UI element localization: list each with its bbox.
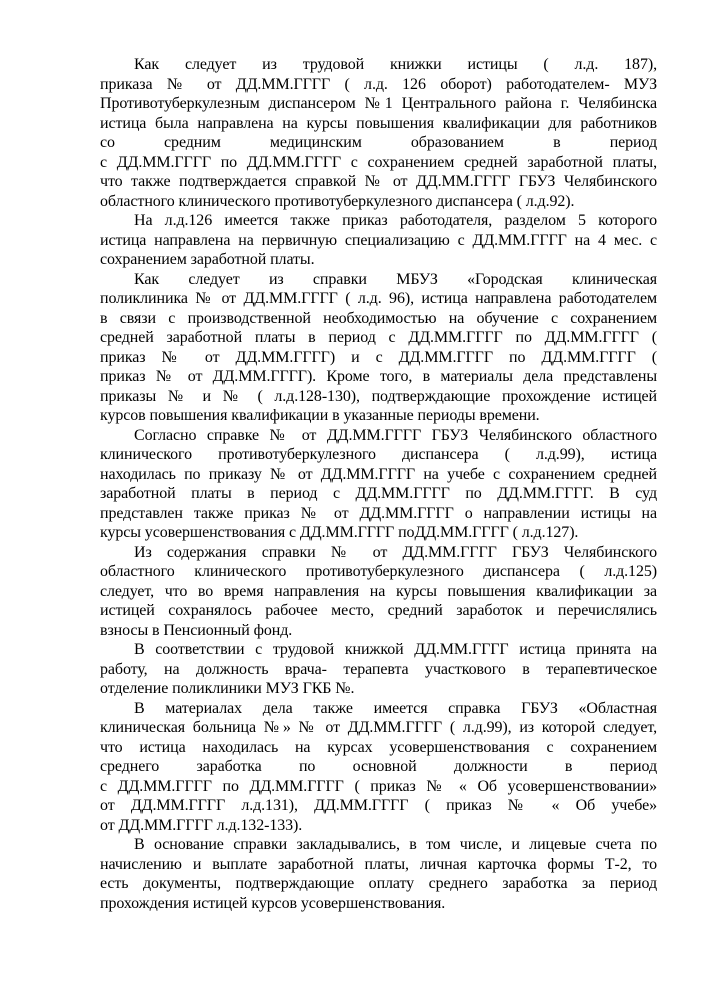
text-line: что истица находилась на курсах усовершенствования с сохранением <box>100 738 657 756</box>
text-line: Как следует из трудовой книжки истицы ( л.д. 187), <box>134 56 657 73</box>
text-line: истица была направлена на курсы повышения квалификации для работников <box>100 114 657 132</box>
text-line: средней заработной платы в период с ДД.ММ.ГГГГ по ДД.ММ.ГГГГ ( <box>100 329 657 346</box>
text-line: начислению и выплате заработной платы, личная карточка формы Т-2, то <box>100 855 657 873</box>
text-line: Как следует из справки МБУЗ «Городская клиническая <box>134 270 657 288</box>
text-line: курсы усовершенствования с ДД.ММ.ГГГГ поДД.ММ.ГГГГ ( л.д.127). <box>100 524 579 541</box>
text-line: заработной платы в период с ДД.ММ.ГГГГ по ДД.ММ.ГГГГ. В суд <box>100 485 657 502</box>
text-line: находилась по приказу № от ДД.ММ.ГГГГ на учебе с сохранением средней <box>100 465 657 483</box>
paragraph <box>100 270 657 426</box>
paragraph <box>100 426 657 543</box>
text-line: с ДД.ММ.ГГГГ по ДД.ММ.ГГГГ с сохранением средней заработной платы, <box>100 153 657 171</box>
text-line: курсов повышения квалификации в указанные периоды времени. <box>100 407 540 424</box>
text-line: областного клинического противотуберкулезного диспансера ( л.д.92). <box>100 192 575 210</box>
text-line: с ДД.ММ.ГГГГ по ДД.ММ.ГГГГ ( приказ № « Об усовершенствовании» <box>100 777 657 795</box>
text-line: есть документы, подтверждающие оплату среднего заработка за период <box>100 875 657 892</box>
paragraph <box>100 543 657 641</box>
text-line: в связи с производственной необходимостью на обучение с сохранением <box>100 309 657 327</box>
text-line: сохранением заработной платы. <box>100 251 315 268</box>
text-line: поликлиника № от ДД.ММ.ГГГГ ( л.д. 96), истица направлена работодателем <box>100 290 657 307</box>
text-line: отделение поликлиники МУЗ ГКБ №. <box>100 680 355 697</box>
paragraph <box>100 640 657 699</box>
text-line: работу, на должность врача- терапевта участкового в терапевтическое <box>100 660 657 678</box>
text-line: истицей сохранялось рабочее место, средний заработок и перечислялись <box>100 602 657 619</box>
text-line: приказа № от ДД.ММ.ГГГГ ( л.д. 126 оборот) работодателем- МУЗ <box>100 75 657 93</box>
text-line: истица направлена на первичную специализацию с ДД.ММ.ГГГГ на 4 мес. с <box>100 231 657 249</box>
paragraph <box>100 835 657 913</box>
text-line: от ДД.ММ.ГГГГ л.д.131), ДД.ММ.ГГГГ ( приказ № « Об учебе» <box>100 797 657 814</box>
paragraph <box>100 699 657 836</box>
text-line: В основание справки закладывались, в том числе, и лицевые счета по <box>134 836 657 853</box>
text-line: клинического противотуберкулезного диспансера ( л.д.99), истица <box>100 446 657 463</box>
text-line: Согласно справке № от ДД.ММ.ГГГГ ГБУЗ Челябинского областного <box>134 426 657 444</box>
text-line: На л.д.126 имеется также приказ работодателя, разделом 5 которого <box>134 212 657 229</box>
text-line: клиническая больница №» № от ДД.ММ.ГГГГ ( л.д.99), из которой следует, <box>100 719 657 736</box>
text-line: среднего заработка по основной должности в период <box>100 758 657 775</box>
text-line: приказ № от ДД.ММ.ГГГГ). Кроме того, в материалы дела представлены <box>100 368 657 385</box>
text-line: приказы № и № ( л.д.128-130), подтверждающие прохождение истицей <box>100 387 657 405</box>
text-line: В материалах дела также имеется справка ГБУЗ «Областная <box>134 699 657 717</box>
document-text <box>100 55 657 913</box>
text-line: Противотуберкулезным диспансером №1 Центрального района г. Челябинска <box>100 95 657 112</box>
text-line: Из содержания справки № от ДД.ММ.ГГГГ ГБУЗ Челябинского <box>134 543 657 561</box>
text-line: приказ № от ДД.ММ.ГГГГ) и с ДД.ММ.ГГГГ по ДД.ММ.ГГГГ ( <box>100 348 657 366</box>
text-line: от ДД.ММ.ГГГГ л.д.132-133). <box>100 816 303 834</box>
paragraph <box>100 211 657 270</box>
text-line: со средним медицинским образованием в период <box>100 134 657 151</box>
text-line: областного клинического противотуберкулезного диспансера ( л.д.125) <box>100 563 657 580</box>
text-line: прохождения истицей курсов усовершенствования. <box>100 894 446 912</box>
text-line: взносы в Пенсионный фонд. <box>100 621 293 639</box>
text-line: представлен также приказ № от ДД.ММ.ГГГГ о направлении истицы на <box>100 504 657 522</box>
paragraph <box>100 55 657 211</box>
text-line: следует, что во время направления на курсы повышения квалификации за <box>100 582 657 600</box>
text-line: что также подтверждается справкой № от ДД.ММ.ГГГГ ГБУЗ Челябинского <box>100 173 657 190</box>
text-line: В соответствии с трудовой книжкой ДД.ММ.ГГГГ истица принята на <box>134 641 657 658</box>
